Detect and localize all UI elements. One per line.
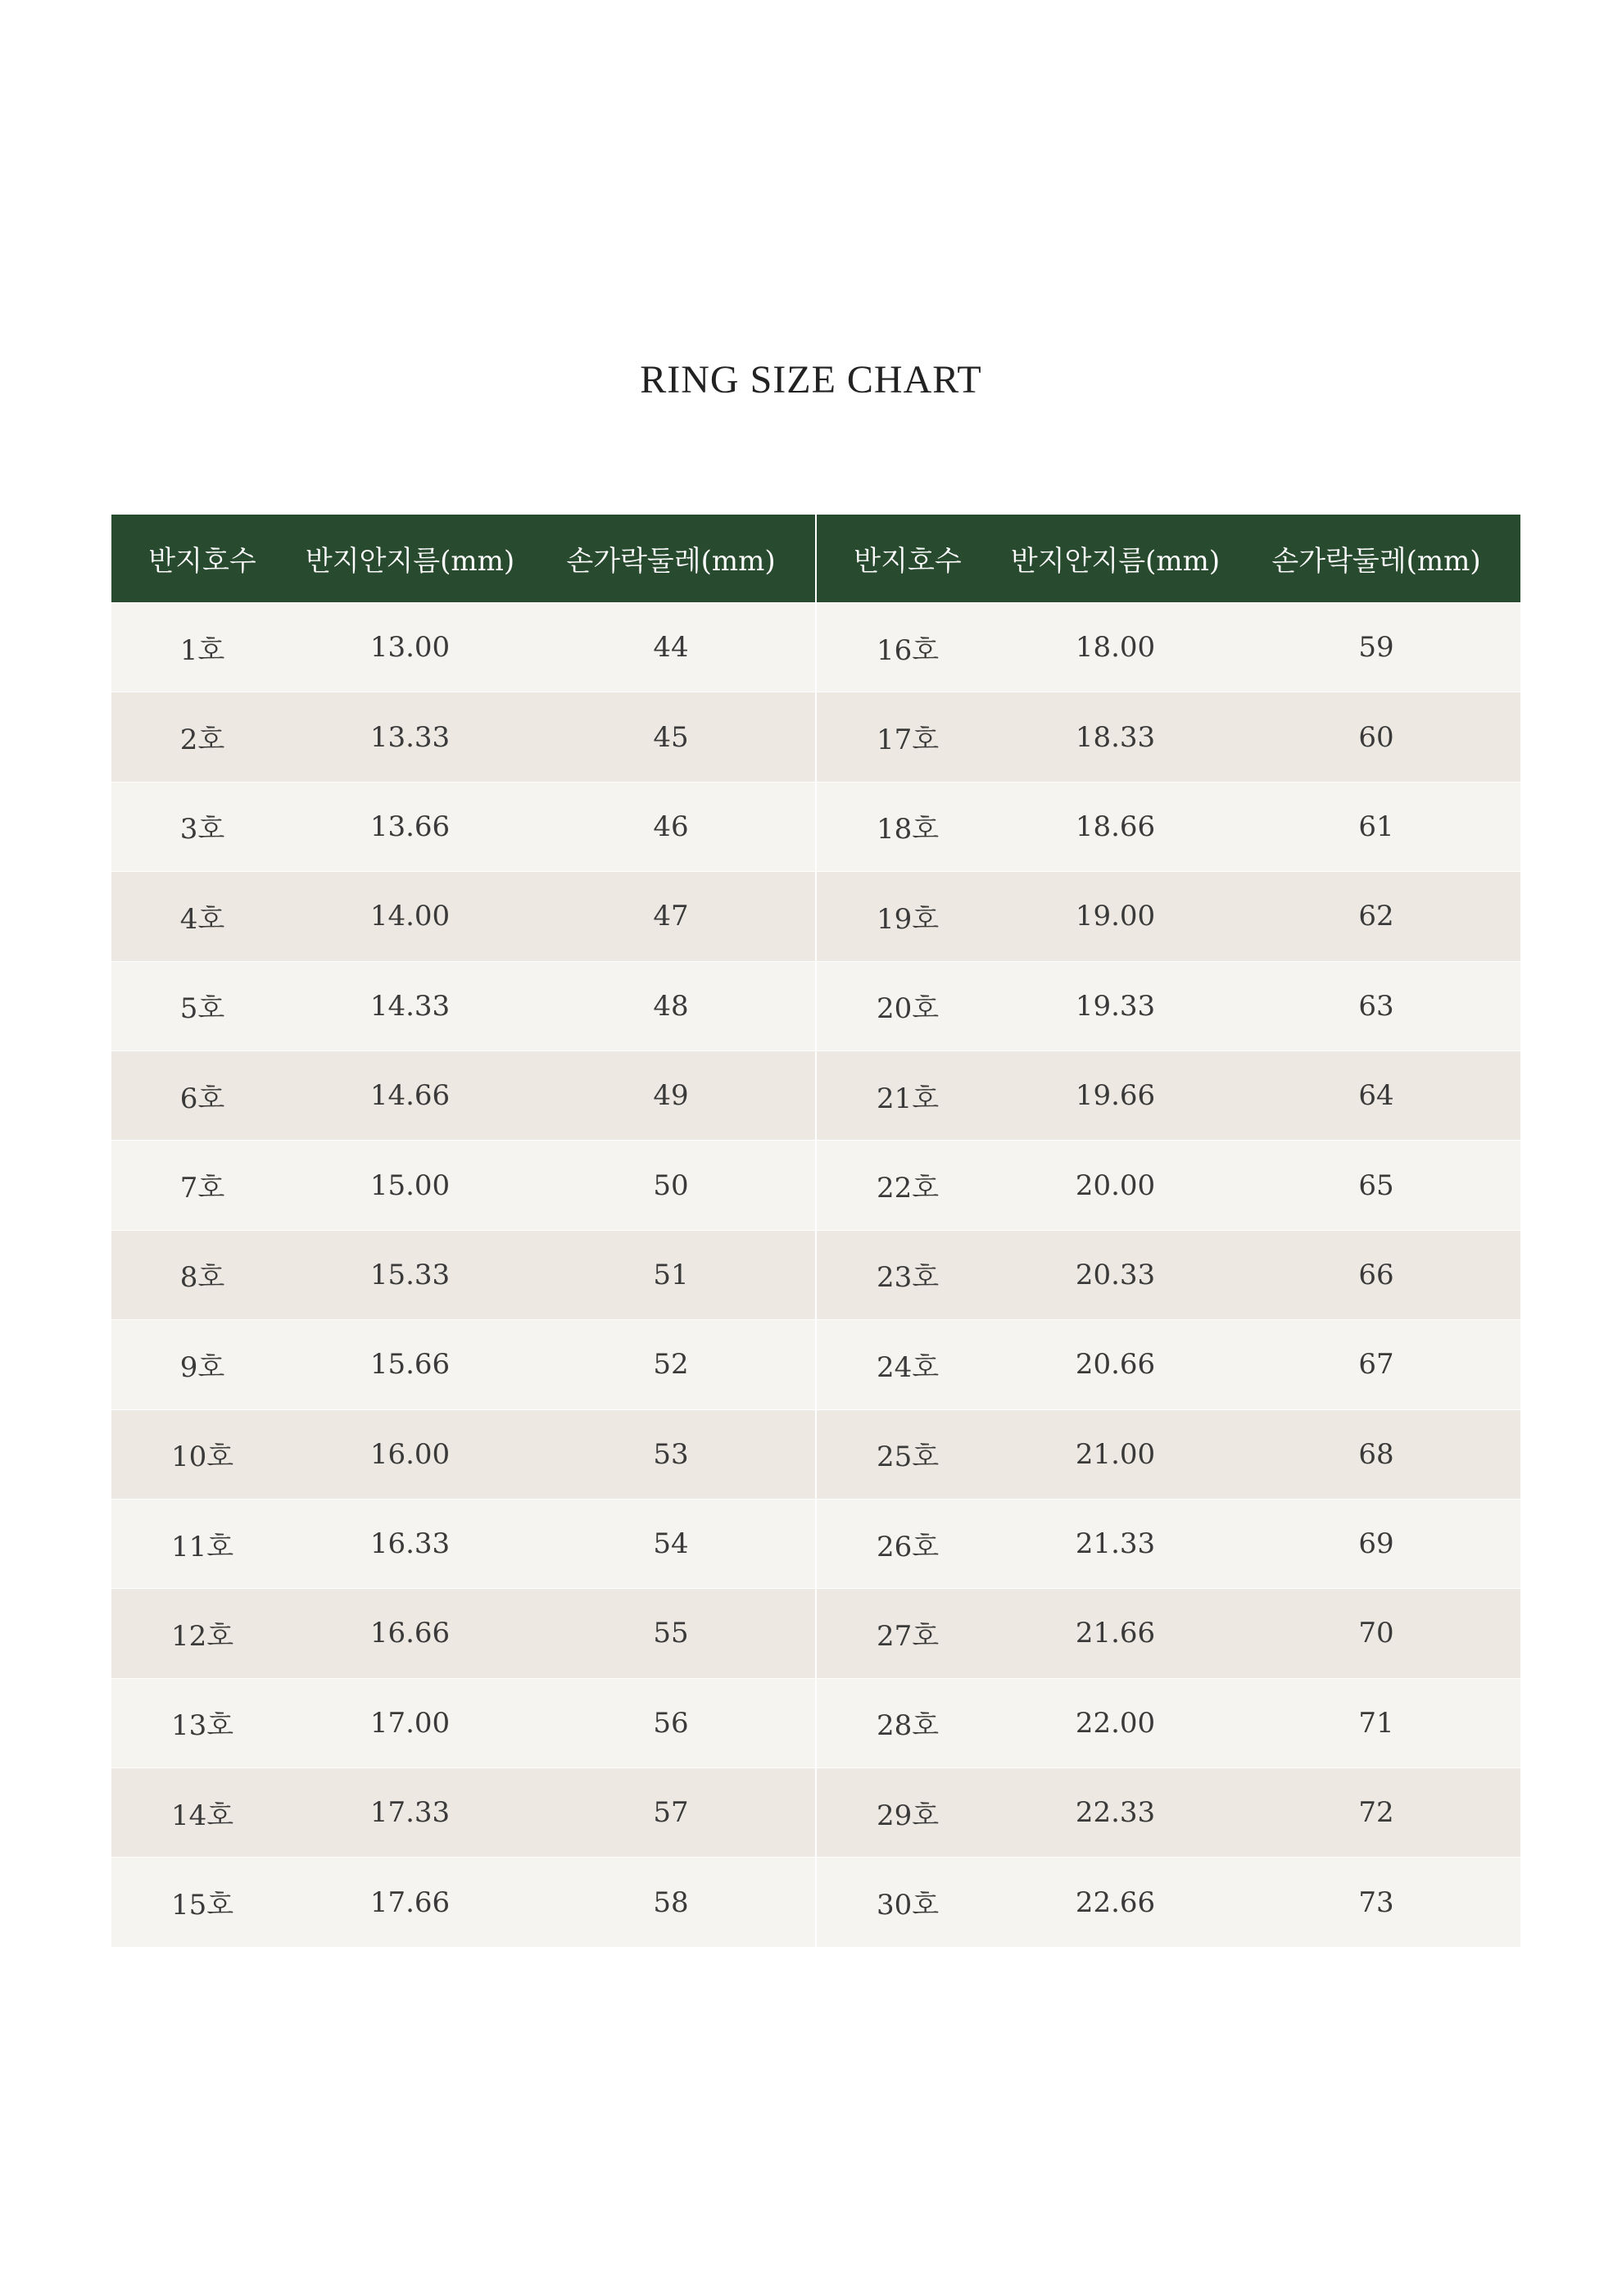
cell-ring-size: 2호 <box>179 724 225 757</box>
table-row <box>817 962 1520 1051</box>
cell-finger-circumference: 49 <box>653 1079 689 1113</box>
cell-ring-size: 12호 <box>170 1619 234 1653</box>
cell-finger-circumference: 71 <box>1358 1706 1394 1740</box>
cell-inner-diameter: 21.00 <box>1075 1437 1156 1471</box>
cell-finger-circumference: 70 <box>1358 1617 1394 1650</box>
table-row <box>817 1320 1520 1409</box>
cell-inner-diameter: 20.00 <box>1075 1168 1156 1202</box>
cell-ring-size: 27호 <box>876 1619 940 1653</box>
cell-ring-size: 3호 <box>179 813 225 846</box>
table-row <box>111 1141 815 1230</box>
table-row <box>817 1589 1520 1678</box>
table-header-row <box>817 515 1520 603</box>
table-row <box>817 1231 1520 1320</box>
cell-finger-circumference: 53 <box>653 1437 689 1471</box>
header-finger-circumference: 손가락둘레(mm) <box>1271 545 1481 578</box>
cell-finger-circumference: 44 <box>653 631 689 665</box>
table-header-row <box>111 515 815 603</box>
cell-finger-circumference: 72 <box>1358 1796 1394 1830</box>
cell-inner-diameter: 15.00 <box>369 1168 451 1202</box>
table-row <box>817 692 1520 782</box>
cell-finger-circumference: 54 <box>653 1527 689 1561</box>
header-finger-circumference: 손가락둘레(mm) <box>566 545 776 578</box>
cell-finger-circumference: 46 <box>653 810 689 843</box>
cell-inner-diameter: 16.00 <box>369 1437 451 1471</box>
cell-inner-diameter: 17.00 <box>369 1706 451 1740</box>
table-row <box>111 1051 815 1141</box>
table-row <box>817 603 1520 692</box>
cell-ring-size: 29호 <box>876 1799 940 1832</box>
cell-inner-diameter: 18.00 <box>1075 631 1156 665</box>
cell-inner-diameter: 20.66 <box>1075 1348 1156 1382</box>
cell-inner-diameter: 18.33 <box>1075 720 1156 754</box>
cell-ring-size: 9호 <box>179 1350 225 1384</box>
cell-finger-circumference: 50 <box>653 1168 689 1202</box>
table-row <box>817 1410 1520 1500</box>
table-row <box>111 783 815 872</box>
cell-ring-size: 30호 <box>876 1889 940 1922</box>
cell-ring-size: 25호 <box>876 1441 940 1474</box>
cell-finger-circumference: 66 <box>1358 1258 1394 1291</box>
cell-inner-diameter: 14.00 <box>369 900 451 933</box>
header-ring-size: 반지호수 <box>148 545 256 578</box>
cell-finger-circumference: 73 <box>1358 1885 1394 1919</box>
cell-inner-diameter: 22.33 <box>1075 1796 1156 1830</box>
table-row <box>111 603 815 692</box>
cell-ring-size: 23호 <box>876 1261 940 1295</box>
table-row <box>111 872 815 961</box>
page-title: RING SIZE CHART <box>640 358 982 402</box>
cell-ring-size: 1호 <box>179 633 225 667</box>
cell-finger-circumference: 47 <box>653 900 689 933</box>
cell-inner-diameter: 13.66 <box>369 810 451 843</box>
cell-finger-circumference: 65 <box>1358 1168 1394 1202</box>
cell-ring-size: 28호 <box>876 1709 940 1743</box>
cell-finger-circumference: 48 <box>653 989 689 1023</box>
cell-inner-diameter: 15.66 <box>369 1348 451 1382</box>
cell-inner-diameter: 16.66 <box>369 1617 451 1650</box>
cell-ring-size: 19호 <box>876 902 940 936</box>
table-row <box>817 872 1520 961</box>
table-row <box>817 1679 1520 1768</box>
cell-finger-circumference: 61 <box>1358 810 1394 843</box>
cell-inner-diameter: 15.33 <box>369 1258 451 1291</box>
cell-inner-diameter: 17.33 <box>369 1796 451 1830</box>
table-row <box>111 1768 815 1858</box>
cell-ring-size: 21호 <box>876 1082 940 1115</box>
table-row <box>111 1679 815 1768</box>
table-row <box>817 783 1520 872</box>
cell-inner-diameter: 14.66 <box>369 1079 451 1113</box>
cell-finger-circumference: 63 <box>1358 989 1394 1023</box>
cell-ring-size: 6호 <box>179 1082 225 1115</box>
cell-ring-size: 5호 <box>179 992 225 1026</box>
header-ring-size: 반지호수 <box>854 545 962 578</box>
header-inner-diameter: 반지안지름(mm) <box>305 545 515 578</box>
ring-size-table <box>111 515 1520 1948</box>
cell-finger-circumference: 56 <box>653 1706 689 1740</box>
cell-inner-diameter: 17.66 <box>369 1885 451 1919</box>
cell-ring-size: 22호 <box>876 1172 940 1205</box>
cell-finger-circumference: 52 <box>653 1348 689 1382</box>
cell-inner-diameter: 21.66 <box>1075 1617 1156 1650</box>
cell-finger-circumference: 59 <box>1358 631 1394 665</box>
cell-ring-size: 7호 <box>179 1172 225 1205</box>
cell-finger-circumference: 68 <box>1358 1437 1394 1471</box>
table-row <box>817 1768 1520 1858</box>
cell-finger-circumference: 67 <box>1358 1348 1394 1382</box>
table-row <box>111 1320 815 1409</box>
cell-finger-circumference: 62 <box>1358 900 1394 933</box>
cell-inner-diameter: 13.00 <box>369 631 451 665</box>
cell-finger-circumference: 60 <box>1358 720 1394 754</box>
cell-inner-diameter: 21.33 <box>1075 1527 1156 1561</box>
cell-finger-circumference: 58 <box>653 1885 689 1919</box>
table-row <box>111 962 815 1051</box>
cell-inner-diameter: 19.66 <box>1075 1079 1156 1113</box>
table-row <box>111 1858 815 1947</box>
table-row <box>111 692 815 782</box>
table-row <box>111 1589 815 1678</box>
table-row <box>817 1858 1520 1947</box>
cell-ring-size: 24호 <box>876 1350 940 1384</box>
cell-finger-circumference: 69 <box>1358 1527 1394 1561</box>
cell-ring-size: 14호 <box>170 1799 234 1832</box>
cell-ring-size: 8호 <box>179 1261 225 1295</box>
cell-ring-size: 26호 <box>876 1530 940 1563</box>
cell-inner-diameter: 18.66 <box>1075 810 1156 843</box>
table-row <box>111 1231 815 1320</box>
cell-inner-diameter: 19.33 <box>1075 989 1156 1023</box>
cell-inner-diameter: 19.00 <box>1075 900 1156 933</box>
cell-ring-size: 4호 <box>179 902 225 936</box>
cell-inner-diameter: 20.33 <box>1075 1258 1156 1291</box>
cell-inner-diameter: 14.33 <box>369 989 451 1023</box>
cell-inner-diameter: 22.66 <box>1075 1885 1156 1919</box>
table-row <box>817 1141 1520 1230</box>
cell-ring-size: 10호 <box>170 1441 234 1474</box>
cell-ring-size: 11호 <box>170 1530 234 1563</box>
cell-ring-size: 17호 <box>876 724 940 757</box>
table-row <box>111 1500 815 1589</box>
cell-inner-diameter: 13.33 <box>369 720 451 754</box>
cell-ring-size: 18호 <box>876 813 940 846</box>
table-right-half <box>817 515 1520 1948</box>
cell-finger-circumference: 55 <box>653 1617 689 1650</box>
table-row <box>111 1410 815 1500</box>
cell-inner-diameter: 22.00 <box>1075 1706 1156 1740</box>
table-row <box>817 1500 1520 1589</box>
table-row <box>817 1051 1520 1141</box>
cell-ring-size: 20호 <box>876 992 940 1026</box>
cell-finger-circumference: 64 <box>1358 1079 1394 1113</box>
cell-finger-circumference: 45 <box>653 720 689 754</box>
cell-finger-circumference: 51 <box>653 1258 689 1291</box>
cell-inner-diameter: 16.33 <box>369 1527 451 1561</box>
table-left-half <box>111 515 815 1948</box>
cell-ring-size: 13호 <box>170 1709 234 1743</box>
cell-finger-circumference: 57 <box>653 1796 689 1830</box>
header-inner-diameter: 반지안지름(mm) <box>1010 545 1221 578</box>
cell-ring-size: 15호 <box>170 1889 234 1922</box>
cell-ring-size: 16호 <box>876 633 940 667</box>
